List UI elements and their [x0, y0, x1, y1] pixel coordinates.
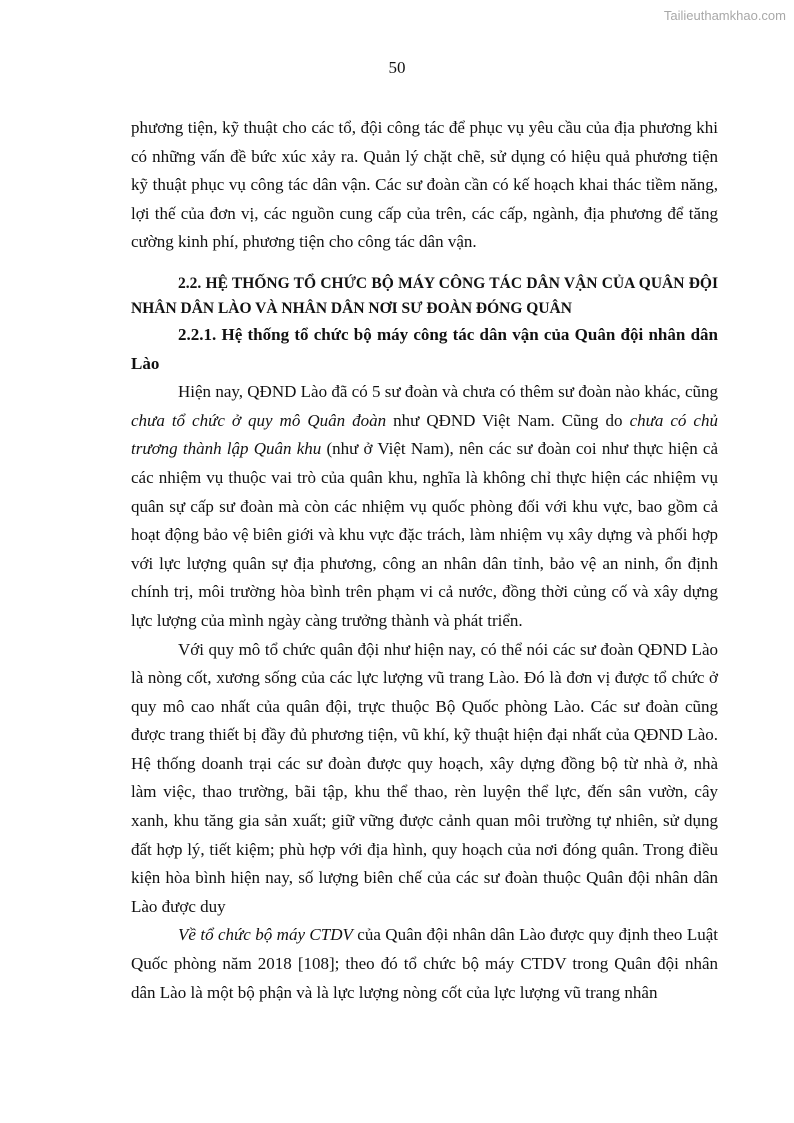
paragraph-2-text-a: Hiện nay, QĐND Lào đã có 5 sư đoàn và chưa có thêm sư đoàn nào khác, cũng: [178, 382, 718, 402]
document-body: [131, 114, 718, 1007]
paragraph-2: [131, 378, 718, 635]
subsection-heading-2-2-1: 2.2.1. Hệ thống tổ chức bộ máy công tác dân vận của Quân đội nhân dân Lào: [131, 324, 718, 373]
paragraph-2-text-c: như QĐND Việt Nam. Cũng do: [386, 410, 630, 430]
paragraph-2-italic-b: chưa tổ chức ở quy mô Quân đoàn: [131, 410, 387, 430]
paragraph-2-text-e: (như ở Việt Nam), nên các sư đoàn coi như thực hiện cả các nhiệm vụ thuộc vai trò của quân khu, nghĩa là không chỉ thực hiện các nhiệm vụ quân sự cấp sư đoàn mà còn các nhiệm vụ quốc phòng đối với khu vực, bao gồm cả hoạt động bảo vệ biên giới và khu vực đặc trách, làm nhiệm vụ xây dựng và phối hợp với lực lượng quân sự địa phương, công an nhân dân tỉnh, bảo vệ an ninh, ổn định chính trị, môi trường hòa bình trên phạm vi cả nước, đồng thời củng cố và xây dựng lực lượng của mình ngày càng trưởng thành và phát triển.: [131, 439, 718, 630]
page-number: 50: [388, 58, 406, 77]
paragraph-1: phương tiện, kỹ thuật cho các tổ, đội công tác để phục vụ yêu cầu của địa phương khi có những vấn đề bức xúc xảy ra. Quản lý chặt chẽ, sử dụng có hiệu quả phương tiện kỹ thuật phục vụ công tác dân vận. Các sư đoàn cần có kế hoạch khai thác tiềm năng, lợi thế của đơn vị, các nguồn cung cấp của trên, các cấp, ngành, địa phương để tăng cường kinh phí, phương tiện cho công tác dân vận.: [131, 118, 718, 252]
paragraph-4: [131, 921, 718, 1007]
paragraph-4-text-b: của Quân đội nhân dân Lào được quy định theo Luật Quốc phòng năm 2018 [108]; theo đó tổ chức bộ máy CTDV trong Quân đội nhân dân Lào là một bộ phận và là lực lượng nòng cốt của lực lượng vũ trang nhân: [131, 925, 718, 1002]
watermark: Tailieuthamkhao.com: [663, 8, 786, 23]
paragraph-4-italic-a: Về tổ chức bộ máy CTDV: [178, 925, 353, 945]
paragraph-2-italic-d: chưa có chủ trương thành lập Quân khu: [131, 410, 718, 459]
section-heading-2-2: 2.2. HỆ THỐNG TỔ CHỨC BỘ MÁY CÔNG TÁC DÂN VẬN CỦA QUÂN ĐỘI NHÂN DÂN LÀO VÀ NHÂN DÂN NƠI SƯ ĐOÀN ĐÓNG QUÂN: [131, 274, 718, 317]
paragraph-3: Với quy mô tổ chức quân đội như hiện nay, có thể nói các sư đoàn QĐND Lào là nòng cốt, xương sống của các lực lượng vũ trang Lào. Đó là đơn vị được tổ chức ở quy mô cao nhất của quân đội, trực thuộc Bộ Quốc phòng Lào. Các sư đoàn cũng được trang thiết bị đầy đủ phương tiện, vũ khí, kỹ thuật hiện đại nhất của QĐND Lào. Hệ thống doanh trại các sư đoàn được quy hoạch, xây dựng đồng bộ từ nhà ở, nhà làm việc, thao trường, bãi tập, khu thể thao, rèn luyện thể lực, đến sân vườn, cây xanh, khu tăng gia sản xuất; giữ vững được cảnh quan môi trường tự nhiên, sử dụng đất hợp lý, tiết kiệm; phù hợp với địa hình, quy hoạch của nơi đóng quân. Trong điều kiện hòa bình hiện nay, số lượng biên chế của các sư đoàn thuộc Quân đội nhân dân Lào được duy: [131, 639, 718, 916]
